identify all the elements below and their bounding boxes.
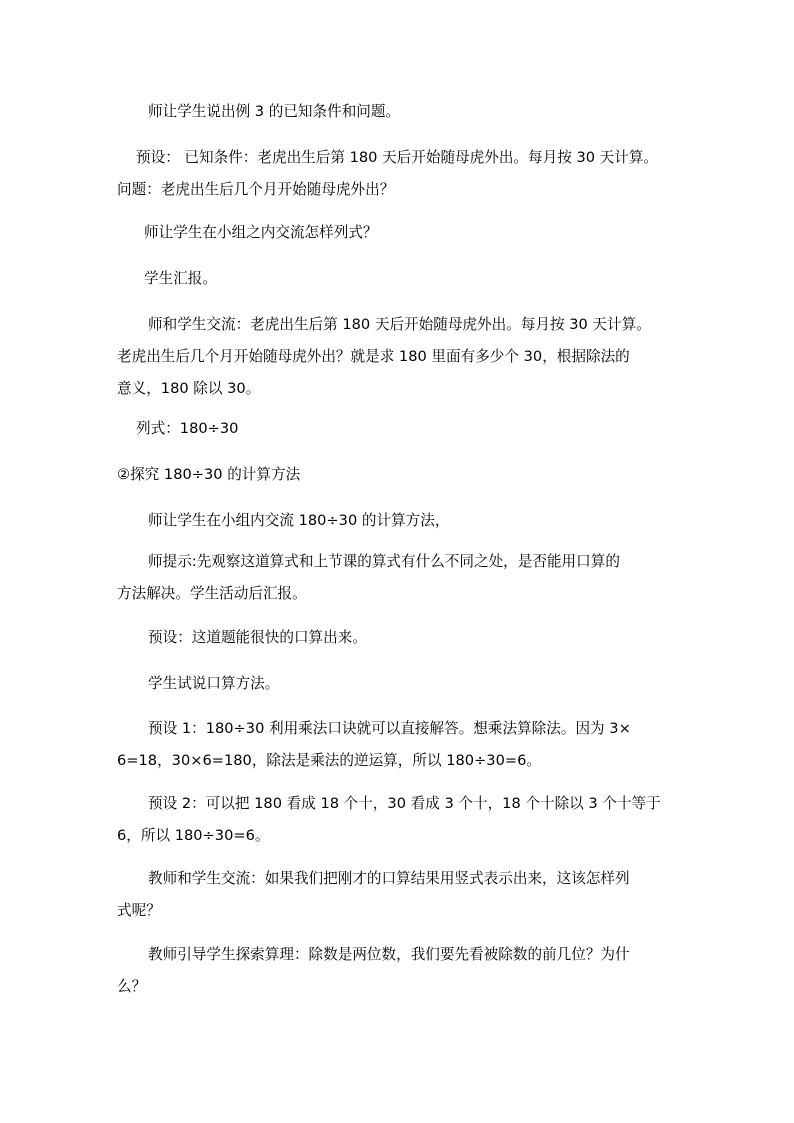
text-line: 预设：这道题能很快的口算出来。	[148, 629, 367, 646]
paragraph-preset-2	[117, 788, 701, 852]
text-line: 师提示:先观察这道算式和上节课的算式有什么不同之处，是否能用口算的	[148, 553, 620, 570]
paragraph-group-discussion	[144, 217, 728, 249]
text-line: 师让学生在小组内交流 180÷30 的计算方法，	[148, 512, 450, 529]
text-line: 问题：老虎出生后几个月开始随母虎外出？	[117, 181, 395, 198]
text-line: 师和学生交流：老虎出生后第 180 天后开始随母虎外出。每月按 30 天计算。	[148, 316, 651, 333]
text-line: 式呢？	[117, 902, 161, 919]
paragraph-teacher-hint	[117, 546, 701, 610]
text-line: 方法解决。学生活动后汇报。	[117, 585, 307, 602]
text-line: 预设： 已知条件：老虎出生后第 180 天后开始随母虎外出。每月按 30 天计算。	[136, 149, 659, 166]
text-line: 老虎出生后几个月开始随母虎外出？就是求 180 里面有多少个 30，根据除法的	[117, 348, 630, 365]
paragraph-preset-quick	[148, 622, 732, 654]
paragraph-preset-conditions	[117, 142, 701, 206]
text-line: 预设 2：可以把 180 看成 18 个十，30 看成 3 个十，18 个十除以 3 个十等于	[148, 795, 661, 812]
text-line: 学生试说口算方法。	[148, 675, 280, 692]
paragraph-equation	[136, 413, 720, 445]
paragraph-example-conditions	[148, 96, 732, 128]
paragraph-preset-1	[117, 713, 701, 777]
text-line: ②探究 180÷30 的计算方法	[117, 466, 301, 483]
text-line: 学生汇报。	[144, 270, 217, 287]
paragraph-arithmetic-principle	[117, 939, 701, 1003]
text-line: 教师引导学生探索算理：除数是两位数，我们要先看被除数的前几位？为什	[148, 946, 630, 963]
text-line: 意义，180 除以 30。	[117, 380, 261, 397]
paragraph-group-calc	[148, 505, 732, 537]
text-line: 6=18，30×6=180，除法是乘法的逆运算，所以 180÷30=6。	[117, 752, 541, 769]
text-line: 教师和学生交流：如果我们把刚才的口算结果用竖式表示出来，这该怎样列	[148, 870, 630, 887]
paragraph-vertical-form	[117, 863, 701, 927]
text-line: 6，所以 180÷30=6。	[117, 827, 270, 844]
section-heading-explore	[117, 459, 701, 491]
text-line: 么？	[117, 978, 147, 995]
text-line: 预设 1：180÷30 利用乘法口诀就可以直接解答。想乘法算除法。因为 3×	[148, 720, 631, 737]
text-line: 列式：180÷30	[136, 420, 239, 437]
text-line: 师让学生说出例 3 的已知条件和问题。	[148, 103, 401, 120]
text-line: 师让学生在小组之内交流怎样列式？	[144, 224, 378, 241]
paragraph-student-try	[148, 668, 732, 700]
paragraph-student-report	[144, 263, 728, 295]
paragraph-teacher-exchange	[117, 309, 701, 405]
